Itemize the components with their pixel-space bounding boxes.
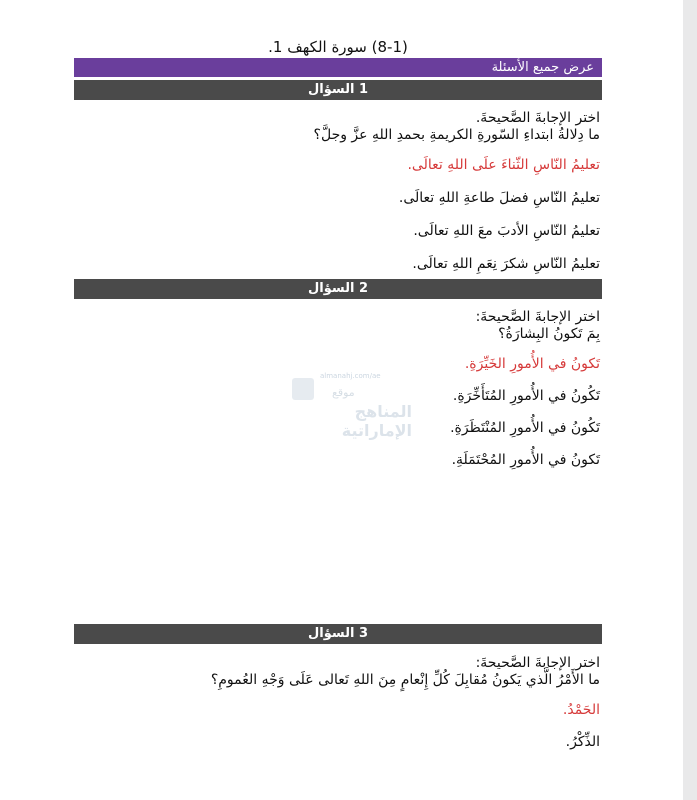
question-2-option-3[interactable]: تَكُونُ في الأُمورِ المُنْتَظَرَةِ. [450, 420, 600, 436]
question-1-instruction: اختر الإجابةَ الصَّحيحةَ. [475, 110, 600, 126]
show-all-questions-bar[interactable]: عرض جميع الأسئلة [74, 58, 602, 77]
question-3-options [74, 702, 600, 751]
watermark-line-2: المناهج الإماراتية [341, 402, 412, 440]
question-3-option-2[interactable]: الذِّكْرُ. [565, 734, 600, 750]
scrollbar[interactable] [683, 0, 697, 800]
watermark-line-1: موقع [332, 386, 355, 399]
question-2-instruction: اختر الإجابةَ الصَّحيحةَ: [475, 309, 600, 325]
question-2-text: بِمَ تَكونُ البِشارَةُ؟ [498, 326, 600, 342]
watermark-url: almanahj.com/ae [320, 372, 381, 380]
document-title: (8-1) سورة الكهف 1. [268, 38, 408, 56]
site-watermark [292, 372, 412, 440]
question-1-option-3[interactable]: تعليمُ النّاسِ الأدبَ معَ اللهِ تعالَى. [413, 223, 600, 239]
question-3-option-1[interactable]: الحَمْدُ. [562, 702, 600, 718]
question-3-block [74, 655, 600, 751]
question-3-header: 3 السؤال [74, 624, 602, 644]
question-1-option-2[interactable]: تعليمُ النّاسِ فضلَ طاعةِ اللهِ تعالَى. [398, 190, 600, 206]
question-3-text: ما الأَمْرُ الَّذي يَكونُ مُقابِلَ كُلِّ إِنْعامٍ مِنَ اللهِ تَعالى عَلَى وَجْهِ العُمومِ؟ [210, 672, 600, 688]
question-2-option-2[interactable]: تَكُونُ في الأُمورِ المُتَأَخِّرَةِ. [452, 388, 600, 404]
question-1-block [74, 110, 600, 273]
question-2-header: 2 السؤال [74, 279, 602, 299]
question-1-text: ما دِلالةُ ابتداءِ السّورةِ الكريمةِ بحمدِ اللهِ عزَّ وجلَّ؟ [313, 127, 600, 143]
question-3-instruction: اختر الإجابةَ الصَّحيحةَ: [475, 655, 600, 671]
question-2-option-4[interactable]: تَكونُ في الأُمورِ المُحْتَمَلَةِ. [451, 452, 600, 468]
question-2-option-1[interactable]: تَكونُ في الأُمورِ الخَيِّرَةِ. [464, 356, 600, 372]
question-1-header: 1 السؤال [74, 80, 602, 100]
question-1-option-4[interactable]: تعليمُ النّاسِ شكرَ نِعَمِ اللهِ تعالَى. [412, 256, 600, 272]
watermark-logo-icon [292, 378, 314, 400]
question-1-option-1[interactable]: تعليمُ النّاسِ الثّناءَ علَى اللهِ تعالَى. [407, 157, 600, 173]
question-1-options [74, 157, 600, 273]
